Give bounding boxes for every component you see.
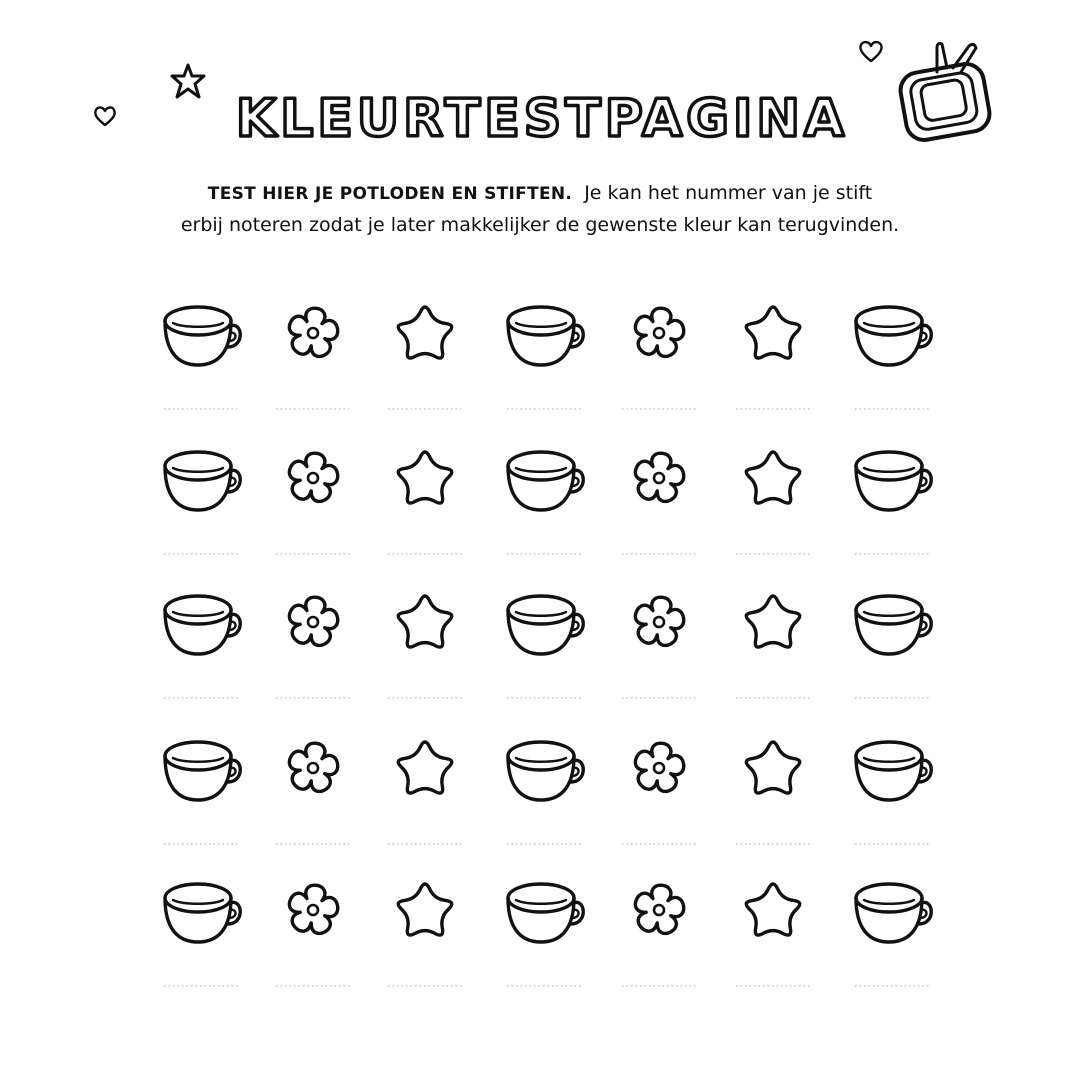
flower-icon	[632, 450, 687, 504]
cup-icon	[165, 742, 240, 800]
flower-icon	[286, 594, 341, 648]
star-icon	[746, 742, 799, 793]
cup-icon	[508, 884, 583, 942]
cup-icon	[165, 307, 240, 365]
star-icon	[398, 742, 451, 793]
star-icon	[746, 884, 799, 935]
flower-icon	[286, 450, 341, 504]
flower-icon	[632, 740, 687, 794]
flower-icon	[286, 882, 341, 936]
intro-line1-rest: Je kan het nummer van je stift	[584, 182, 873, 204]
cup-icon	[856, 884, 931, 942]
cup-icon	[165, 596, 240, 654]
cup-icon	[508, 742, 583, 800]
cup-icon	[856, 742, 931, 800]
flower-icon	[632, 305, 687, 359]
intro-line-2: erbij noteren zodat je later makkelijker de gewenste kleur kan terugvinden.	[180, 214, 900, 236]
star-icon	[746, 307, 799, 358]
cup-icon	[165, 452, 240, 510]
star-icon	[398, 884, 451, 935]
cup-icon	[856, 596, 931, 654]
star-icon	[746, 452, 799, 503]
star-icon	[746, 596, 799, 647]
cup-icon	[165, 884, 240, 942]
cup-icon	[856, 307, 931, 365]
flower-icon	[286, 740, 341, 794]
cup-icon	[856, 452, 931, 510]
page-title-text: KLEURTESTPAGINA	[235, 89, 849, 149]
star-icon	[398, 452, 451, 503]
flower-icon	[286, 305, 341, 359]
cup-icon	[508, 307, 583, 365]
intro-bold: TEST HIER JE POTLODEN EN STIFTEN.	[207, 184, 573, 204]
star-icon	[398, 596, 451, 647]
cup-icon	[508, 596, 583, 654]
flower-icon	[632, 882, 687, 936]
star-icon	[398, 307, 451, 358]
cup-icon	[508, 452, 583, 510]
flower-icon	[632, 594, 687, 648]
